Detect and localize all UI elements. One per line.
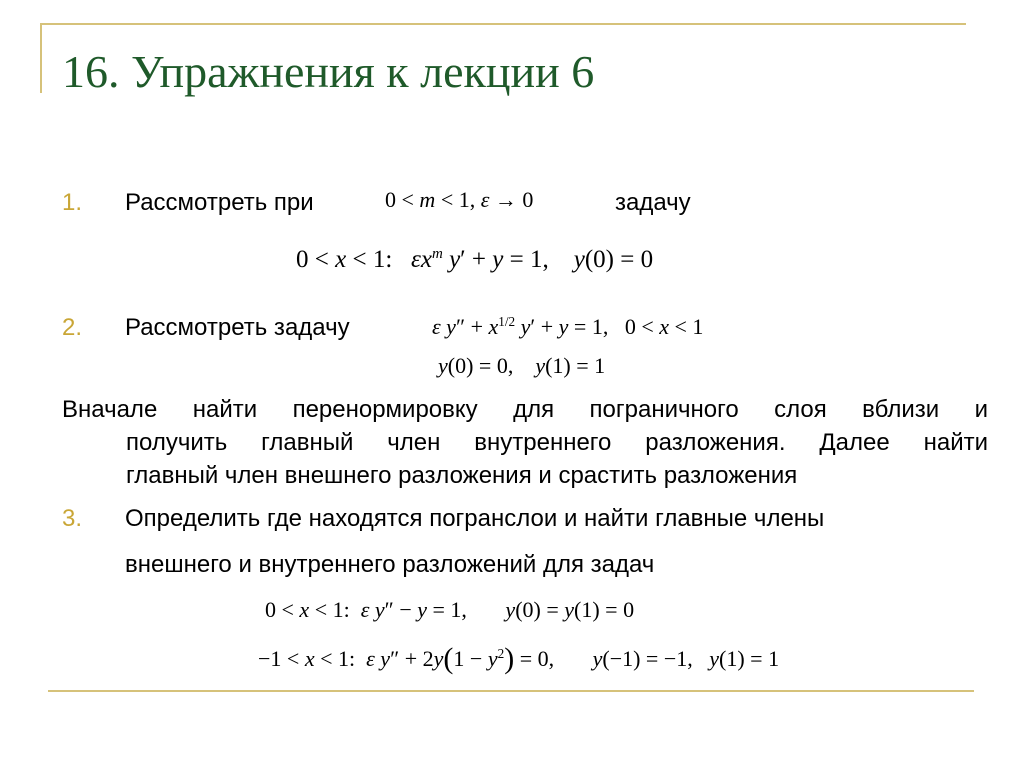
item-1-text-after: задачу — [615, 189, 691, 216]
item-3-equation-2: −1 < x < 1: ε $y'' + 2y(1 - y^2) = 0$, y(−1) = −1, y(1) = 1 — [258, 642, 780, 675]
item-2-number: 2. — [62, 314, 83, 341]
left-rule — [40, 23, 42, 93]
paragraph-line-1: Вначале найти перенормировку для пограничного слоя вблизи и — [62, 396, 988, 423]
instructions-paragraph — [62, 393, 988, 492]
slide-title: 16. Упражнения к лекции 6 — [62, 46, 595, 97]
bottom-rule — [48, 690, 974, 692]
item-1-text: Рассмотреть при — [125, 189, 314, 216]
item-2-equation: ε $y'' + x^{1/2}$ y′ + y = 1, 0 < x < 1 — [432, 314, 704, 339]
top-rule — [40, 23, 966, 25]
item-1-condition: 0 < m < 1, ε → 0 — [385, 187, 534, 212]
item-3-number: 3. — [62, 505, 83, 532]
item-2-text: Рассмотреть задачу — [125, 314, 350, 341]
item-3-text-line-2: внешнего и внутреннего разложений для задач — [125, 551, 655, 578]
paragraph-line-3: главный член внешнего разложения и срастить разложения — [126, 462, 798, 489]
item-3-equation-1: 0 < x < 1: ε y″ − y = 1, y(0) = y(1) = 0 — [265, 597, 635, 622]
paragraph-line-2: получить главный член внутреннего разложения. Далее найти — [126, 429, 988, 456]
item-2-boundary: y(0) = 0, y(1) = 1 — [438, 353, 606, 378]
item-3-text-line-1: Определить где находятся погранслои и найти главные члены — [125, 505, 825, 532]
item-1-equation: 0 < x < 1: $\varepsilon x^m$ y′ + y = 1, y(0) = 0 — [296, 246, 654, 273]
item-1-number: 1. — [62, 189, 83, 216]
